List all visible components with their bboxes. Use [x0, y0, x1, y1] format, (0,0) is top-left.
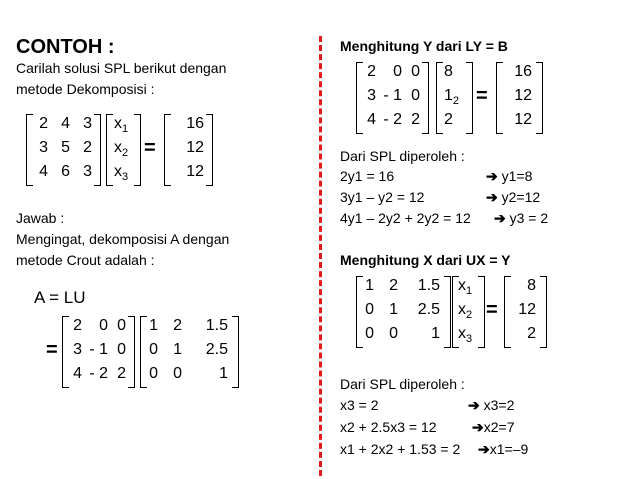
spl-x-eq-2: x2 + 2.5x3 = 12 — [340, 419, 437, 435]
bracket-right — [540, 276, 547, 348]
matrix-cell: 2 — [83, 139, 92, 156]
mengingat-line-2: metode Crout adalah : — [16, 252, 155, 268]
matrix-cell: 2 — [173, 317, 182, 334]
matrix-cell: 2 — [411, 111, 420, 128]
matrix-cell: 1 — [173, 341, 182, 358]
heading-compute-y: Menghitung Y dari LY = B — [340, 38, 508, 54]
vector-cell: $1_2$ — [444, 87, 460, 107]
matrix-cell: 0 — [117, 317, 126, 334]
vector-cell: 16 — [186, 115, 204, 132]
matrix-cell: 2 — [117, 365, 126, 382]
bracket-left — [436, 62, 443, 134]
matrix-cell: 0 — [411, 63, 420, 80]
equals-sign: = — [144, 137, 156, 159]
a-equals-lu: A = LU — [34, 288, 86, 307]
matrix-cell: 2.5 — [417, 301, 440, 318]
spl-y-result-3: ➔ y3 = 2 — [494, 210, 549, 226]
matrix-cell: 0 — [173, 365, 182, 382]
matrix-cell: 2 — [73, 317, 82, 334]
matrix-cell: 1 — [219, 365, 228, 382]
bracket-right — [94, 114, 101, 186]
matrix-cell: 3 — [39, 139, 48, 156]
example-heading: CONTOH : — [16, 36, 115, 58]
vector-cell: $x_2$ — [114, 139, 129, 159]
bracket-right — [466, 62, 473, 134]
matrix-cell: 0 — [365, 301, 374, 318]
vector-cell: 8 — [527, 277, 536, 294]
matrix-cell: 0 — [99, 317, 108, 334]
vector-cell: 2 — [527, 325, 536, 342]
matrix-cell: - 1 — [383, 87, 402, 104]
equals-sign: = — [476, 85, 488, 107]
matrix-cell: 3 — [367, 87, 376, 104]
jawab-label: Jawab : — [16, 210, 65, 226]
equals-sign: = — [46, 339, 58, 361]
matrix-cell: 0 — [365, 325, 374, 342]
column-divider — [319, 36, 322, 476]
mengingat-line-1: Mengingat, dekomposisi A dengan — [16, 231, 230, 247]
vector-cell: $x_3$ — [458, 325, 473, 345]
bracket-right — [128, 316, 135, 388]
spl-y-eq-1: 2y1 = 16 — [340, 168, 395, 184]
heading-compute-x: Menghitung X dari UX = Y — [340, 252, 511, 268]
matrix-cell: 3 — [83, 163, 92, 180]
spl-y-result-1: ➔ y1=8 — [486, 168, 533, 184]
spl-x-title: Dari SPL diperoleh : — [340, 376, 465, 392]
spl-x-eq-3: x1 + 2x2 + 1.53 = 2 — [340, 441, 461, 457]
bracket-right — [536, 62, 543, 134]
bracket-right — [444, 276, 451, 348]
vector-cell: 8 — [444, 63, 453, 80]
matrix-cell: 1 — [365, 277, 374, 294]
matrix-cell: 3 — [83, 115, 92, 132]
ly-equals-b — [354, 58, 554, 138]
matrix-cell: 5 — [61, 139, 70, 156]
matrix-cell: 0 — [411, 87, 420, 104]
bracket-left — [106, 114, 113, 186]
spl-x-eq-1: x3 = 2 — [340, 397, 379, 413]
spl-x-result-2: ➔x2=7 — [472, 419, 515, 435]
vector-cell: $x_1$ — [114, 115, 129, 135]
vector-cell: 16 — [514, 63, 532, 80]
matrix-cell: - 1 — [89, 341, 108, 358]
right-arrow-icon: ➔ — [468, 397, 480, 413]
matrix-cell: - 2 — [89, 365, 108, 382]
right-arrow-icon: ➔ — [494, 210, 506, 226]
matrix-cell: 1 — [149, 317, 158, 334]
spl-y-title: Dari SPL diperoleh : — [340, 148, 465, 164]
bracket-right — [232, 316, 239, 388]
spl-y-eq-3: 4y1 – 2y2 + 2y2 = 12 — [340, 210, 471, 226]
matrix-cell: - 2 — [383, 111, 402, 128]
vector-cell: $x_2$ — [458, 301, 473, 321]
vector-cell: $x_1$ — [458, 277, 473, 297]
spl-x-result-1: ➔ x3=2 — [468, 397, 515, 413]
matrix-cell: 0 — [393, 63, 402, 80]
equals-sign: = — [486, 299, 498, 321]
bracket-right — [134, 114, 141, 186]
bracket-right — [478, 276, 485, 348]
matrix-cell: 2.5 — [205, 341, 228, 358]
vector-cell: $x_3$ — [114, 163, 129, 183]
matrix-cell: 4 — [73, 365, 82, 382]
right-arrow-icon: ➔ — [472, 419, 484, 435]
right-arrow-icon: ➔ — [478, 441, 490, 457]
intro-line-1: Carilah solusi SPL berikut dengan — [16, 60, 227, 76]
matrix-cell: 4 — [61, 115, 70, 132]
spl-x-result-3: ➔x1=–9 — [478, 441, 529, 457]
matrix-cell: 1 — [389, 301, 398, 318]
vector-cell: 12 — [186, 139, 204, 156]
vector-cell: 12 — [514, 111, 532, 128]
matrix-cell: 0 — [149, 341, 158, 358]
right-arrow-icon: ➔ — [486, 189, 498, 205]
matrix-cell: 2 — [39, 115, 48, 132]
vector-cell: 2 — [444, 111, 453, 128]
vector-cell: 12 — [518, 301, 536, 318]
spl-y-eq-2: 3y1 – y2 = 12 — [340, 189, 425, 205]
right-arrow-icon: ➔ — [486, 168, 498, 184]
matrix-cell: 3 — [73, 341, 82, 358]
system-equation — [22, 110, 222, 190]
bracket-right — [422, 62, 429, 134]
vector-cell: 12 — [186, 163, 204, 180]
matrix-cell: 0 — [389, 325, 398, 342]
bracket-right — [206, 114, 213, 186]
intro-line-2: metode Dekomposisi : — [16, 81, 155, 97]
spl-y-result-2: ➔ y2=12 — [486, 189, 541, 205]
matrix-cell: 6 — [61, 163, 70, 180]
matrix-cell: 0 — [149, 365, 158, 382]
matrix-cell: 2 — [389, 277, 398, 294]
vector-cell: 12 — [514, 87, 532, 104]
matrix-cell: 2 — [367, 63, 376, 80]
matrix-cell: 1.5 — [417, 277, 440, 294]
lu-decomposition — [40, 312, 260, 392]
matrix-cell: 1.5 — [205, 317, 228, 334]
ux-equals-y — [354, 272, 554, 352]
matrix-cell: 4 — [367, 111, 376, 128]
matrix-cell: 4 — [39, 163, 48, 180]
matrix-cell: 0 — [117, 341, 126, 358]
matrix-cell: 1 — [431, 325, 440, 342]
